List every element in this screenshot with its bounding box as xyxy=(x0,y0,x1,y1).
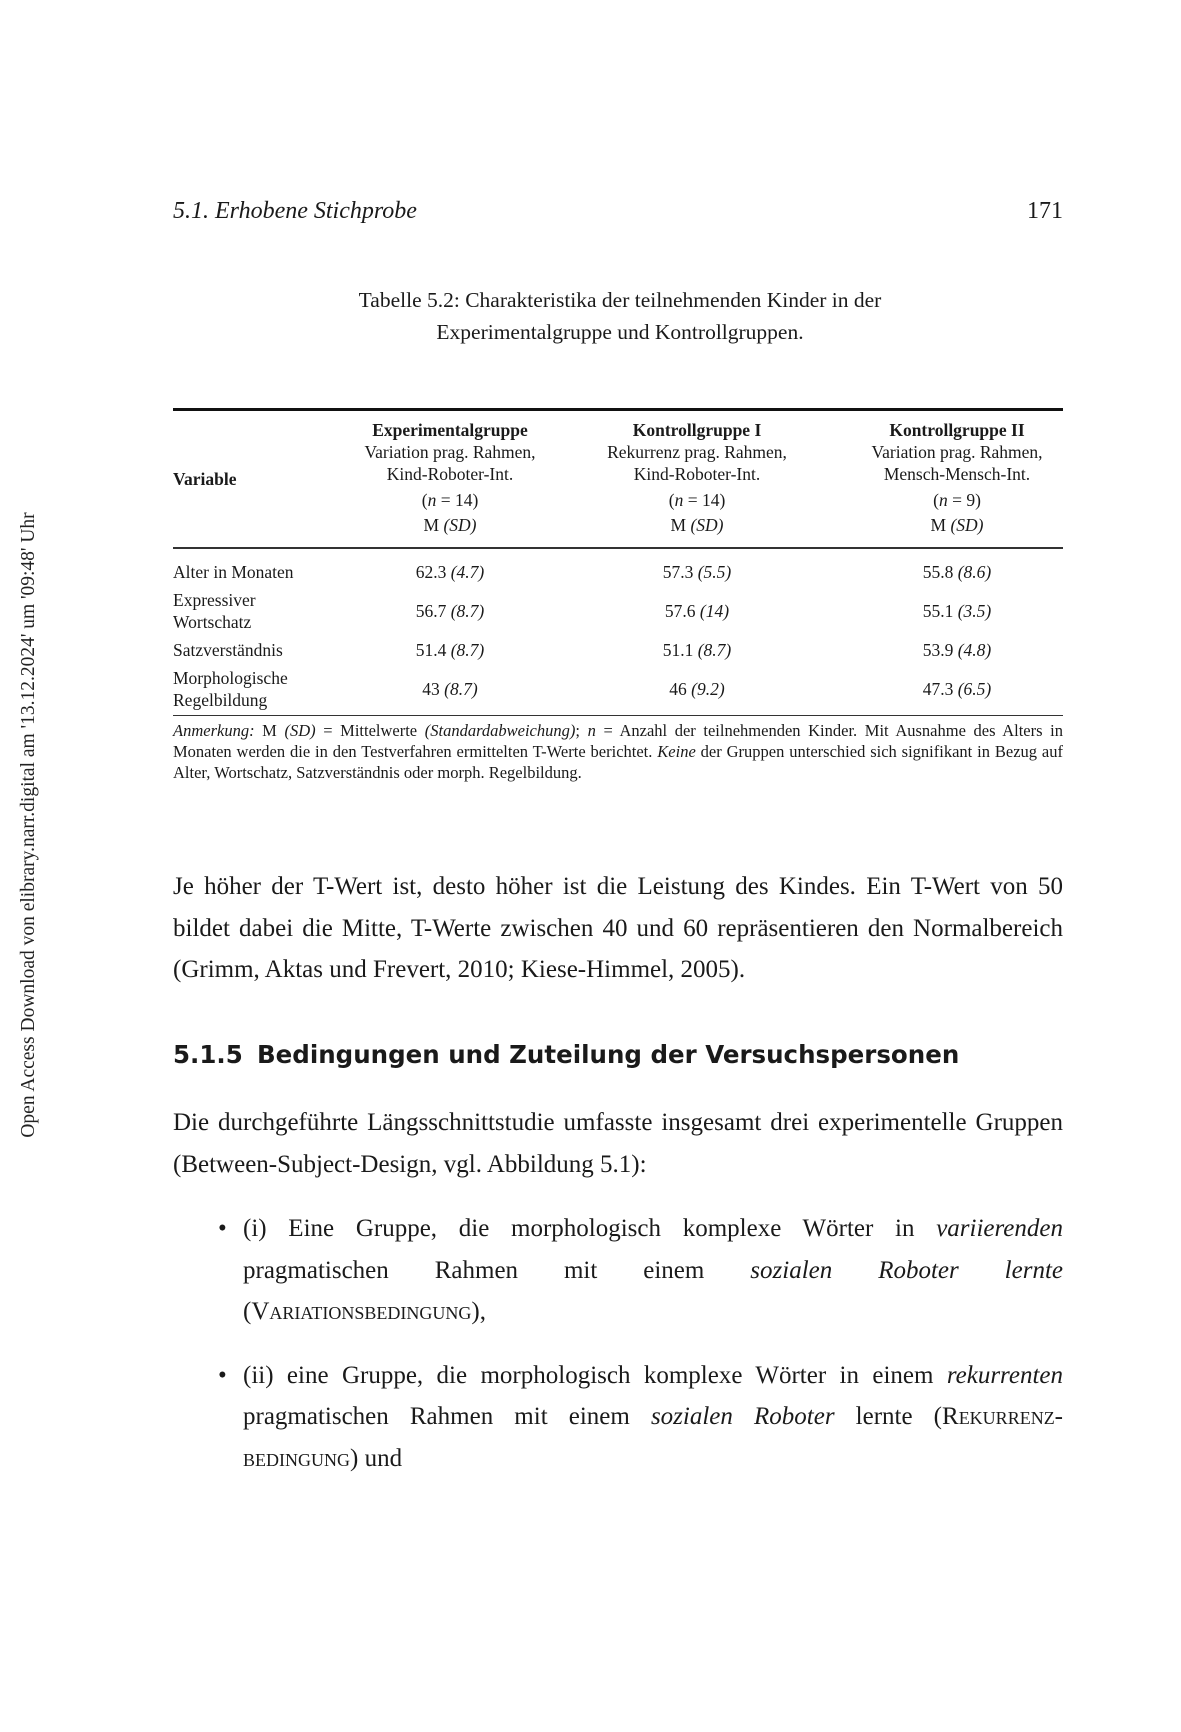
table-row xyxy=(173,633,1063,667)
table-cell: 53.9 (4.8) xyxy=(922,639,992,660)
row-label: Expressiver Wortschatz xyxy=(173,589,256,632)
group-list xyxy=(218,1208,1063,1479)
condition-line-1: Variation prag. Rahmen, xyxy=(871,442,1043,462)
column-header-control-2 xyxy=(822,419,1092,536)
group-name: Kontrollgruppe I xyxy=(632,420,762,440)
table-body xyxy=(173,549,1063,715)
stat-label: M (SD) xyxy=(423,515,477,535)
condition-line-1: Rekurrenz prag. Rahmen, xyxy=(607,442,787,462)
table-cell: 56.7 (8.7) xyxy=(415,600,485,621)
sample-size: (n = 14) xyxy=(668,490,726,510)
condition-line-2: Mensch-Mensch-Int. xyxy=(883,464,1031,484)
paragraph-t-values: Je höher der T-Wert ist, desto höher ist die Leistung des Kindes. Ein T-Wert von 50 bildet dabei die Mitte, T-Werte zwischen 40 und 60 repräsentieren den Normalbereich (Grimm, Aktas und Frevert, 2010; Kiese-Himmel, 2005). xyxy=(173,873,1063,983)
section-number: 5.1.5 xyxy=(173,1040,243,1069)
table-cell: 46 (9.2) xyxy=(669,678,725,699)
condition-line-1: Variation prag. Rahmen, xyxy=(364,442,536,462)
table-note: Anmerkung: M (SD) = Mittelwerte (Standardabweichung); n = Anzahl der teilnehmenden Kinder. Mit Ausnahme des Alters in Monaten werden die in den Testverfahren ermittelten T-Werte berichtet. Keine der Gruppen unterschied sich signifikant in Bezug auf Alter, Wortschatz, Satzverständnis oder morph. Regelbildung. xyxy=(173,721,1063,782)
caption-line-2: Experimentalgruppe und Kontrollgruppen. xyxy=(436,320,804,344)
row-label: Satzverständnis xyxy=(173,639,283,660)
condition-line-2: Kind-Roboter-Int. xyxy=(633,464,761,484)
table-row xyxy=(173,589,1063,633)
table-cell: 55.8 (8.6) xyxy=(922,561,992,582)
sample-size: (n = 14) xyxy=(421,490,479,510)
table-cell: 47.3 (6.5) xyxy=(922,678,992,699)
group-name: Experimentalgruppe xyxy=(372,420,528,440)
stat-label: M (SD) xyxy=(930,515,984,535)
access-watermark: Open Access Download von elibrary.narr.digital am '13.12.2024' um '09:48' Uhr xyxy=(18,512,39,1138)
bullet-marker: • xyxy=(218,1215,227,1242)
table-row xyxy=(173,555,1063,589)
table-cell: 57.6 (14) xyxy=(664,600,730,621)
list-item: • (i) Eine Gruppe, die morphologisch komplexe Wörter in variierenden pragmatischen Rahmen mit einem sozialen Roboter lernte (Variationsbedingung), xyxy=(218,1208,1063,1333)
sample-size: (n = 9) xyxy=(933,490,981,510)
section-heading xyxy=(173,1040,959,1069)
condition-line-2: Kind-Roboter-Int. xyxy=(386,464,514,484)
group-name: Kontrollgruppe II xyxy=(889,420,1025,440)
table-caption xyxy=(280,284,960,348)
section-title: Bedingungen und Zuteilung der Versuchspersonen xyxy=(257,1040,960,1069)
bullet-marker: • xyxy=(218,1361,227,1389)
caption-line-1: Tabelle 5.2: Charakteristika der teilnehmenden Kinder in der xyxy=(358,288,882,312)
table-cell: 57.3 (5.5) xyxy=(662,561,732,582)
table-row xyxy=(173,667,1063,711)
table-cell: 62.3 (4.7) xyxy=(415,561,485,582)
column-header-control-1 xyxy=(562,419,832,536)
stat-label: M (SD) xyxy=(670,515,724,535)
table-cell: 51.4 (8.7) xyxy=(415,639,485,660)
running-head: 5.1. Erhobene Stichprobe xyxy=(173,198,417,224)
variable-header: Variable xyxy=(173,469,237,489)
table-cell: 43 (8.7) xyxy=(422,678,478,699)
list-item: • (ii) eine Gruppe, die morphologisch komplexe Wörter in einem rekurrenten pragmatischen Rahmen mit einem sozialen Roboter lernte (Rekurrenz-bedingung) und xyxy=(218,1355,1063,1480)
row-label: Alter in Monaten xyxy=(173,561,294,582)
page-number: 171 xyxy=(1027,198,1063,224)
row-label: Morphologische Regelbildung xyxy=(173,667,288,710)
table-header xyxy=(173,411,1063,547)
paragraph-groups-intro: Die durchgeführte Längsschnittstudie umfasste insgesamt drei experimentelle Gruppen (Between-Subject-Design, vgl. Abbildung 5.1): xyxy=(173,1109,1063,1178)
column-header-experimental xyxy=(315,419,585,536)
table-cell: 55.1 (3.5) xyxy=(922,600,992,621)
table-cell: 51.1 (8.7) xyxy=(662,639,732,660)
table-bottom-rule xyxy=(173,715,1063,717)
characteristics-table xyxy=(173,408,1063,783)
